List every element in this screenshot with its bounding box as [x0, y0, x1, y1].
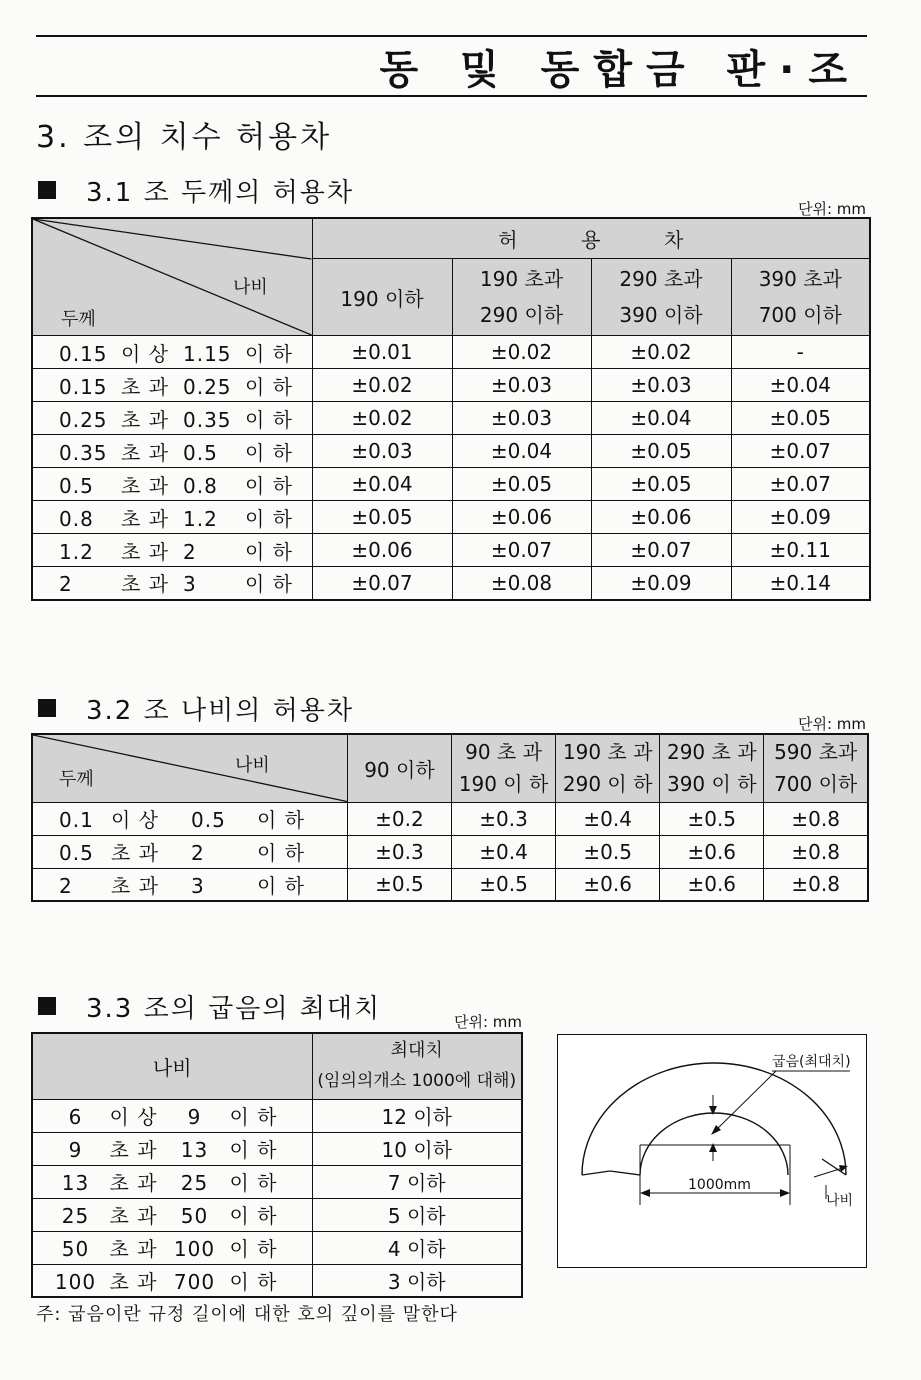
table1-col-header: 290 초과 390 이하 — [591, 259, 731, 336]
table2-width-label: 나비 — [235, 755, 270, 776]
table-cell: ±0.8 — [764, 835, 868, 868]
width-tolerance-table — [31, 733, 869, 902]
table-cell: ±0.02 — [312, 369, 452, 402]
table-row — [32, 402, 870, 435]
footnote: 주: 굽음이란 규정 길이에 대한 호의 깊이를 말한다 — [36, 1304, 458, 1325]
table-cell: ±0.06 — [312, 534, 452, 567]
row-label: 0.15 초 과 0.25 이 하 — [32, 369, 312, 402]
table-row — [32, 501, 870, 534]
table-cell: ±0.05 — [591, 435, 731, 468]
table-cell: ±0.08 — [452, 567, 591, 600]
table-cell: ±0.6 — [556, 868, 660, 901]
diagram-length-label: 1000mm — [688, 1177, 751, 1193]
table-cell: ±0.06 — [591, 501, 731, 534]
section-title: 3. 조의 치수 허용차 — [36, 120, 333, 155]
table2-heading — [38, 690, 354, 727]
table-cell: ±0.8 — [764, 868, 868, 901]
table2-col-header: 190 초 과 290 이 하 — [556, 734, 660, 802]
table-cell: ±0.4 — [451, 835, 555, 868]
table2-unit: 단위: mm — [797, 715, 866, 733]
table2-title: 3.2 조 나비의 허용차 — [86, 696, 354, 726]
table3-heading — [38, 988, 381, 1025]
table-row — [32, 802, 868, 835]
table-cell: ±0.05 — [591, 468, 731, 501]
row-label: 6 이 상 9 이 하 — [32, 1099, 312, 1132]
table-row — [32, 1231, 522, 1264]
table-cell: 7 이하 — [312, 1165, 522, 1198]
table1-col-header: 190 이하 — [312, 259, 452, 336]
top-rule — [36, 35, 867, 37]
table-cell: ±0.14 — [731, 567, 870, 600]
table1-col-header: 390 초과 700 이하 — [731, 259, 870, 336]
table2-col-header: 90 초 과 190 이 하 — [451, 734, 555, 802]
table-row — [32, 534, 870, 567]
table-cell: ±0.01 — [312, 336, 452, 369]
diagram-bend-label: 굽음(최대치) — [772, 1054, 851, 1070]
table-row — [32, 435, 870, 468]
table-cell: ±0.04 — [452, 435, 591, 468]
row-label: 25 초 과 50 이 하 — [32, 1198, 312, 1231]
table-row — [32, 336, 870, 369]
table2-col-header: 90 이하 — [347, 734, 451, 802]
table1-unit: 단위: mm — [797, 200, 866, 218]
table-cell: ±0.5 — [660, 802, 764, 835]
table-cell: 4 이하 — [312, 1231, 522, 1264]
row-label: 0.1 이 상 0.5 이 하 — [32, 802, 347, 835]
diagram-width-label: 나비 — [826, 1193, 854, 1209]
table-cell: ±0.5 — [347, 868, 451, 901]
table1-tolerance-header: 허 용 차 — [312, 218, 870, 259]
table-cell: ±0.8 — [764, 802, 868, 835]
table-cell: ±0.09 — [731, 501, 870, 534]
table-cell: 10 이하 — [312, 1132, 522, 1165]
bullet-square-icon — [38, 699, 56, 717]
table-row — [32, 1132, 522, 1165]
table-cell: ±0.04 — [731, 369, 870, 402]
row-label: 13 초 과 25 이 하 — [32, 1165, 312, 1198]
row-label: 0.5 초 과 0.8 이 하 — [32, 468, 312, 501]
table-cell: ±0.07 — [731, 468, 870, 501]
table-row — [32, 369, 870, 402]
bend-maximum-table — [31, 1032, 523, 1298]
table-cell: ±0.03 — [312, 435, 452, 468]
bullet-square-icon — [38, 181, 56, 199]
table-cell: ±0.11 — [731, 534, 870, 567]
table-cell: ±0.5 — [556, 835, 660, 868]
table3-width-header: 나비 — [32, 1033, 312, 1099]
table-cell: ±0.07 — [731, 435, 870, 468]
table-row — [32, 468, 870, 501]
table-row — [32, 1165, 522, 1198]
table-cell: ±0.04 — [591, 402, 731, 435]
table-cell: - — [731, 336, 870, 369]
table1-corner-header — [32, 218, 312, 336]
table-cell: 3 이하 — [312, 1264, 522, 1297]
table-cell: 12 이하 — [312, 1099, 522, 1132]
bend-diagram — [557, 1034, 867, 1268]
row-label: 0.15 이 상 1.15 이 하 — [32, 336, 312, 369]
table-cell: ±0.5 — [451, 868, 555, 901]
table1-thickness-label: 두께 — [61, 309, 96, 330]
page-header-title: 동 및 동합금 판·조 — [379, 47, 861, 93]
row-label: 0.5 초 과 2 이 하 — [32, 835, 347, 868]
table-cell: ±0.02 — [591, 336, 731, 369]
table-cell: ±0.03 — [452, 402, 591, 435]
row-label: 2 초 과 3 이 하 — [32, 868, 347, 901]
row-label: 50 초 과 100 이 하 — [32, 1231, 312, 1264]
table1-title: 3.1 조 두께의 허용차 — [86, 178, 354, 208]
table-cell: ±0.02 — [452, 336, 591, 369]
row-label: 100 초 과 700 이 하 — [32, 1264, 312, 1297]
table1-heading — [38, 172, 354, 209]
table2-thickness-label: 두께 — [59, 769, 94, 790]
table3-unit: 단위: mm — [454, 1013, 523, 1031]
table-cell: ±0.06 — [452, 501, 591, 534]
table-row — [32, 1198, 522, 1231]
table-cell: ±0.07 — [312, 567, 452, 600]
row-label: 1.2 초 과 2 이 하 — [32, 534, 312, 567]
table-cell: ±0.2 — [347, 802, 451, 835]
table-cell: ±0.03 — [452, 369, 591, 402]
table-cell: ±0.6 — [660, 868, 764, 901]
table-row — [32, 835, 868, 868]
table-cell: ±0.03 — [591, 369, 731, 402]
table-cell: ±0.09 — [591, 567, 731, 600]
row-label: 2 초 과 3 이 하 — [32, 567, 312, 600]
row-label: 0.35 초 과 0.5 이 하 — [32, 435, 312, 468]
table-row — [32, 1264, 522, 1297]
table-cell: 5 이하 — [312, 1198, 522, 1231]
table-cell: ±0.07 — [452, 534, 591, 567]
table2-col-header: 590 초과 700 이하 — [764, 734, 868, 802]
table-cell: ±0.05 — [452, 468, 591, 501]
table2-corner-header — [32, 734, 347, 802]
table-cell: ±0.4 — [556, 802, 660, 835]
table-row — [32, 868, 868, 901]
table-cell: ±0.04 — [312, 468, 452, 501]
row-label: 0.25 초 과 0.35 이 하 — [32, 402, 312, 435]
row-label: 9 초 과 13 이 하 — [32, 1132, 312, 1165]
table1-width-label: 나비 — [233, 277, 268, 298]
table-cell: ±0.3 — [451, 802, 555, 835]
table-cell: ±0.3 — [347, 835, 451, 868]
thickness-tolerance-table — [31, 217, 871, 601]
table-row — [32, 567, 870, 600]
table-cell: ±0.07 — [591, 534, 731, 567]
table-cell: ±0.6 — [660, 835, 764, 868]
header-rule — [36, 95, 867, 97]
table-cell: ±0.05 — [731, 402, 870, 435]
row-label: 0.8 초 과 1.2 이 하 — [32, 501, 312, 534]
table2-col-header: 290 초 과 390 이 하 — [660, 734, 764, 802]
bullet-square-icon — [38, 997, 56, 1015]
table-cell: ±0.02 — [312, 402, 452, 435]
table3-title: 3.3 조의 굽음의 최대치 — [86, 994, 382, 1024]
table-cell: ±0.05 — [312, 501, 452, 534]
table3-max-header: 최대치 (임의의개소 1000에 대해) — [312, 1033, 522, 1099]
table1-col-header: 190 초과 290 이하 — [452, 259, 591, 336]
table-row — [32, 1099, 522, 1132]
